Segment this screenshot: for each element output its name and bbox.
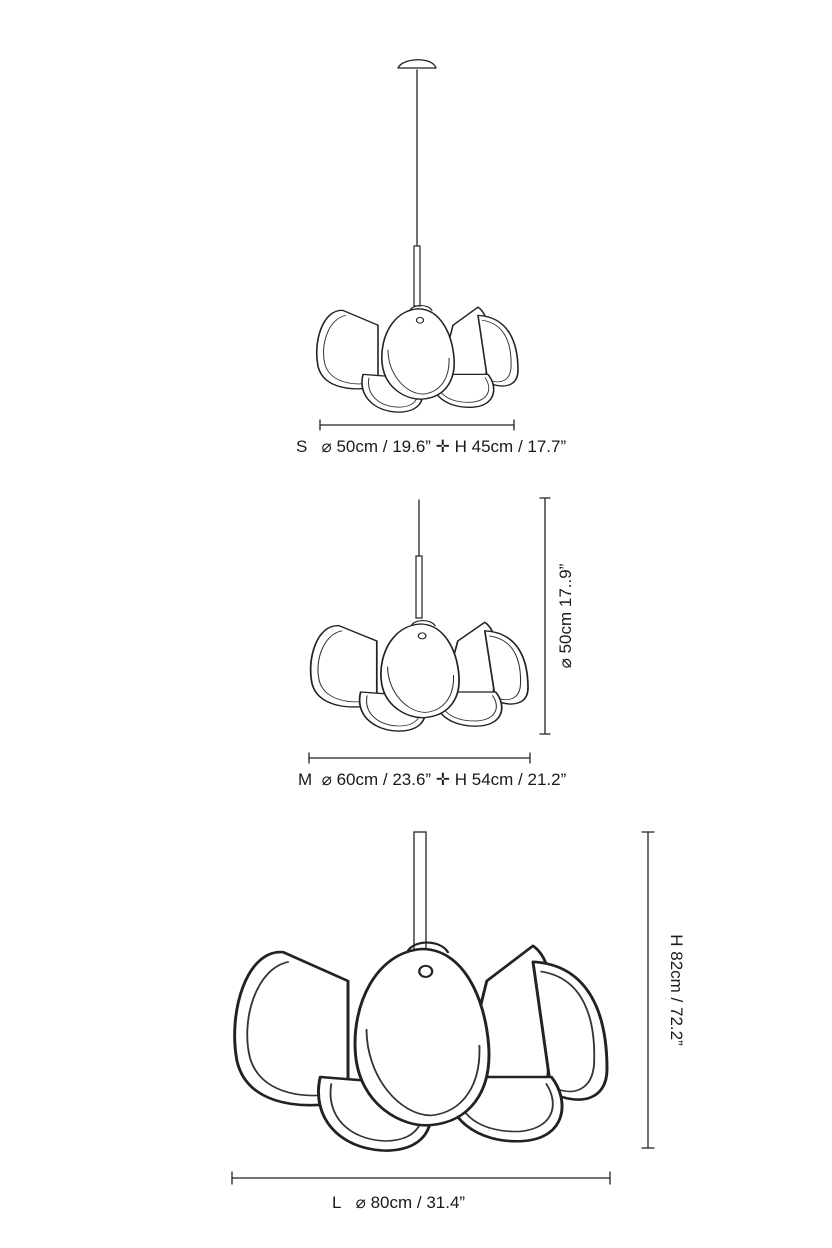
lamp-s-drawing xyxy=(317,60,518,430)
lamp-m-size-code: M xyxy=(298,770,313,789)
lamp-s-size-code: S xyxy=(296,437,308,456)
lamp-l-label xyxy=(332,1193,465,1213)
lamp-l-drawing xyxy=(232,832,654,1184)
lamp-l-dimensions: ⌀ 80cm / 31.4” xyxy=(355,1193,466,1212)
lamp-l-vertical-dimension: H 82cm / 72.2” xyxy=(667,934,686,1046)
lamp-s-label xyxy=(296,437,566,457)
lamp-m-dimensions: ⌀ 60cm / 23.6” ✛ H 54cm / 21.2” xyxy=(321,770,567,789)
lamp-m-vertical-dimension: ⌀ 50cm 17..9” xyxy=(556,563,575,669)
lamp-l-size-code: L xyxy=(332,1193,342,1212)
lamp-m-drawing xyxy=(309,498,550,763)
lamp-s-dimensions: ⌀ 50cm / 19.6” ✛ H 45cm / 17.7” xyxy=(321,437,567,456)
lamp-m-label xyxy=(298,770,566,790)
